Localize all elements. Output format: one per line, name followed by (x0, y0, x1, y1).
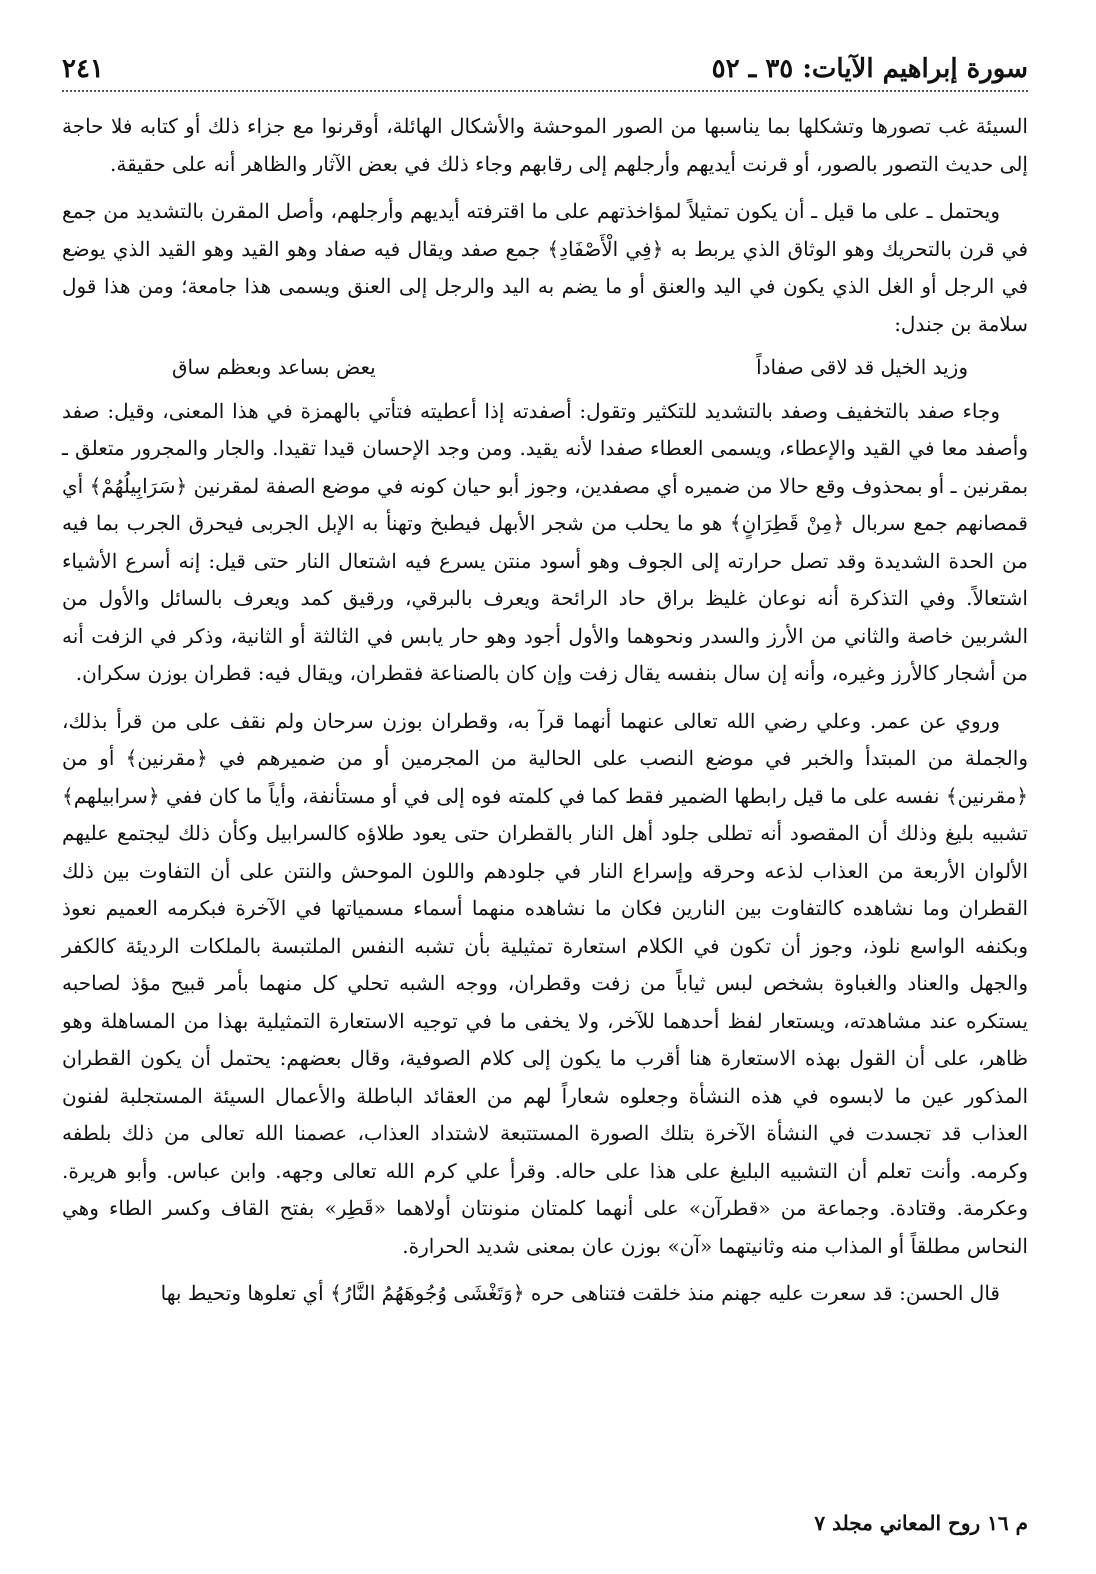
text-line: ذلك ليجتمع عليهم الألوان الأربعة من العذاب لذعه وحرقه وإسراع النار في جلودهم واللون الموحش والنتن على أن (62, 821, 1029, 883)
text-line: والمجرور متعلق ـ بمقرنين ـ أو بمحذوف وقع حالا من ضميره أي مصفدين، وجوز أبو حيان كونه في موضع الصفة (62, 436, 1029, 498)
text-line: قول سلامة بن جندل: (62, 274, 1028, 336)
paragraph-2 (62, 193, 1028, 343)
verse-first-hemistich: وزيد الخيل قد لاقى صفاداً (756, 355, 968, 379)
text-line: ويحتمل ـ على ما قيل ـ أن يكون تمثيلاً لمؤاخذتهم على ما اقترفته أيديهم وأرجلهم، وأصل المقرن بالتشديد (135, 199, 1000, 223)
text-line: يوضع في الرجل أو الغل الذي يكون في اليد والعنق أو ما يضم به اليد والرجل إلى العنق ويسمى هذا جامعة؛ ومن هذا (62, 236, 1029, 298)
text-line: ﴿مقرنين﴾ نفسه على ما قيل رابطها الضمير فقط كما في كلمته فوه إلى في أو مستأنفة، وأياً ما كان ففي (165, 783, 1028, 808)
text-line: يكون القطران المذكور عين ما لابسوه في هذه النشأة وجعلوه شعاراً لهم من العقائد الباطلة والأعمال السيئة المستجلبة (62, 1046, 1028, 1108)
page-number: ٢٤١ (62, 54, 104, 84)
text-line: التفاوت بين ذلك القطران وما نشاهده كالتفاوت بين النارين فكان ما نشاهده منهما أسماء مسمياتها في الآخرة فبكرمه (62, 858, 1028, 920)
running-head (62, 52, 1028, 92)
text-line: السيئة غب تصورها وتشكلها بما يناسبها من الصور الموحشة والأشكال الهائلة، أوقرنوا مع جزاء ذلك أو كتابه فلا حاجة (62, 114, 1028, 138)
text-line: قال الحسن: قد سعرت عليه جهنم منذ خلقت فتناهى حره ﴿وَتَغْشَى وُجُوهَهُمُ النَّارُ﴾ أي تعلوها وتحيط بها (160, 1281, 1000, 1305)
poetry-verse (62, 343, 1028, 393)
paragraph-3 (62, 393, 1028, 693)
text-line: وجاء صفد بالتخفيف وصفد بالتشديد للتكثير وتقول: أصفدته إذا أعطيته فتأتي بالهمزة في هذا المعنى، وقيل: (107, 398, 1001, 423)
text-line: النحاس مطلقاً أو المذاب منه وثانيتهما «آن» بوزن عان بمعنى شديد الحرارة. (402, 1233, 1028, 1258)
verse-second-hemistich: يعض بساعد وبعظم ساق (172, 355, 376, 379)
text-line: ﴿سرابيلهم﴾ تشبيه بليغ وذلك أن المقصود أنه تطلى جلود أهل النار بالقطران حتى يعود طلاؤه كالسرابيل وكأن (62, 783, 1028, 845)
text-line: وروي عن عمر. وعلي رضي الله تعالى عنهما أنهما قرآ به، وقطران بوزن سرحان ولم نقف على من قرأ بذلك، (62, 708, 1000, 733)
text-line: كالكفر والجهل والعناد والغباوة بشخص لبس ثياباً من زفت وقطران، ووجه الشبه تحلي كل منهما بأمر قبيح مؤذ (62, 933, 1028, 995)
text-line: لفنون العذاب قد تجسدت في النشأة الآخرة بتلك الصورة المستتبعة لاشتداد العذاب، عصمنا الله تعالى من ذلك (62, 1083, 1028, 1145)
text-line: لمقرنين ﴿سَرَابِيلُهُمْ﴾ أي قمصانهم جمع سربال ﴿مِنْ قَطِرَانٍ﴾ هو ما يحلب من شجر الأبهل فيطبخ وتهنأ به الإبل (62, 473, 1028, 535)
text-line: هريرة. وعكرمة. وقتادة. وجماعة من «قطرآن» على أنهما كلمتان منونتان أولاهما «قَطِر» بفتح القاف وكسر الطاء وهي (62, 1158, 1028, 1220)
text-line: المساهلة وهو ظاهر، على أن القول بهذه الاستعارة هنا أقرب ما يكون إلى كلام الصوفية، وقال بعضهم: يحتمل أن (62, 1008, 1029, 1070)
text-line: لصاحبه يستكره عند مشاهدته، ويستعار لفظ أحدهما للآخر، ولا يخفى ما في توجيه الاستعارة التمثيلية بهذا من (62, 971, 1029, 1033)
text-line: ويعرف بالسائل والأول من الشربين خاصة والثاني من الأرز والسدر ونحوهما والأول أجود وهو حار يابس في الثالثة أو (62, 586, 1029, 648)
body-text (62, 108, 1028, 1313)
text-line: من جمع في قرن بالتحريك وهو الوثاق الذي يربط به ﴿فِي الْأَصْفَادِ﴾ جمع صفد ويقال فيه صفاد وهو القيد وهو القيد الذي (62, 199, 1029, 261)
text-line: الجربى فيحرق الجرب بما فيه من الحدة الشديدة وقد تصل حرارته إلى الجوف وهو أسود منتن يسرع فيه اشتعال النار (62, 511, 1028, 573)
text-line: الثانية، وذكر في الزفت أنه من أشجار كالأرز وغيره، وأنه إن سال بنفسه يقال زفت وإن كان بالصناعة فقطران، ويقال (62, 623, 1028, 685)
text-line: حتى قيل: إنه أسرع الأشياء اشتعالاً. وفي التذكرة أنه نوعان غليظ براق حاد الرائحة ويعرف بالبرقي، ورقيق كمد (62, 548, 1028, 610)
text-line: فيه: قطران بوزن سكران. (75, 661, 291, 685)
text-line: العميم نعوذ وبكنفه الواسع نلوذ، وجوز أن تكون في الكلام استعارة تمثيلية بأن تشبه النفس الملتبسة بالملكات الرديئة (62, 896, 1029, 958)
paragraph-1 (62, 108, 1028, 183)
surah-header-title: سورة إبراهيم الآيات: ٣٥ ـ ٥٢ (711, 54, 1028, 84)
text-line: بلطفه وكرمه. وأنت تعلم أن التشبيه البليغ على هذا على حاله. وقرأ علي كرم الله تعالى وجهه. وابن عباس. وأبو (62, 1121, 1028, 1183)
paragraph-4 (62, 703, 1028, 1266)
paragraph-gap (62, 1265, 1028, 1275)
text-line: صفد وأصفد معا في القيد والإعطاء، ويسمى العطاء صفدا لأنه يقيد. ومن وجد الإحسان قيدا تقيدا. والجار (62, 398, 1029, 460)
signature-mark: م ١٦ روح المعاني مجلد ٧ (814, 1511, 1028, 1535)
text-line: والجملة من المبتدأ والخبر في موضع النصب على الحالية من المجرمين أو من ضميرهم في ﴿مقرنين﴾ أو من (62, 746, 1028, 770)
paragraph-gap (62, 693, 1028, 703)
paragraph-gap (62, 183, 1028, 193)
paragraph-5 (62, 1275, 1028, 1313)
text-line: إلى حديث التصور بالصور، أو قرنت أيديهم وأرجلهم إلى رقابهم وجاء ذلك في بعض الآثار والظاهر أنه على حقيقة. (109, 151, 1028, 176)
